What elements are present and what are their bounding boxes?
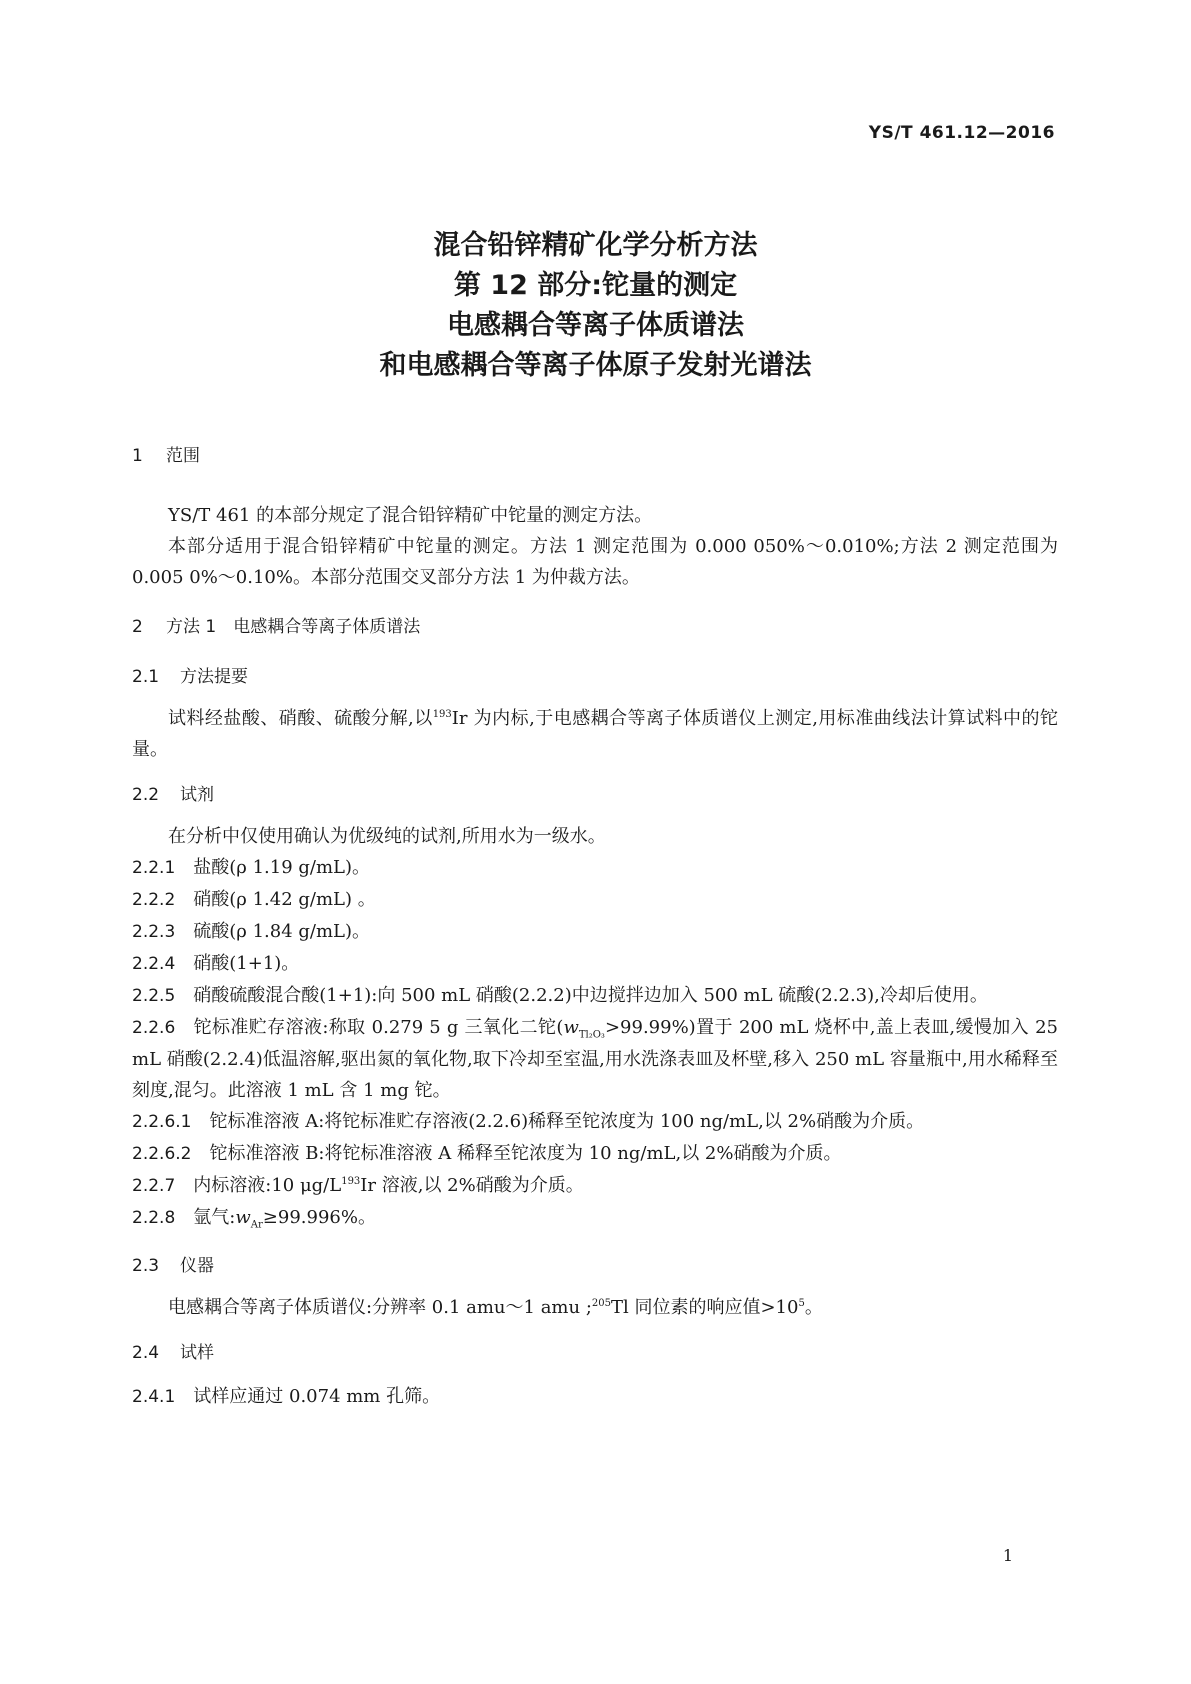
- item-number: 2.2.4: [132, 954, 176, 974]
- section-number: 2.1: [132, 667, 160, 687]
- item-text-a: 铊标准贮存溶液:称取 0.279 5 g 三氧化二铊(: [193, 1017, 564, 1038]
- item-number: 2.2.5: [132, 986, 176, 1006]
- section-number: 1: [132, 446, 143, 466]
- section-title: 方法 1 电感耦合等离子体质谱法: [166, 617, 421, 637]
- section-1-heading: [132, 442, 1058, 470]
- item-text: 硝酸(1+1)。: [193, 953, 300, 974]
- instrument-paragraph: [132, 1292, 1058, 1323]
- section-number: 2.2: [132, 785, 160, 805]
- mass-fraction-symbol: w: [235, 1207, 251, 1228]
- item-number: 2.2.6.1: [132, 1112, 192, 1132]
- isotope-superscript: 205: [591, 1298, 611, 1309]
- reagent-2-2-8: [132, 1202, 1058, 1234]
- title-line-3: 电感耦合等离子体质谱法: [447, 310, 744, 341]
- section-2-1-heading: [132, 663, 1058, 691]
- item-text-a: 氩气:: [193, 1207, 236, 1228]
- item-text-a: 内标溶液:10 μg/L: [193, 1175, 342, 1196]
- item-text-b: Ir 溶液,以 2%硝酸为介质。: [360, 1175, 584, 1196]
- scope-paragraph-1: YS/T 461 的本部分规定了混合铅锌精矿中铊量的测定方法。: [168, 505, 653, 526]
- item-number: 2.2.7: [132, 1176, 176, 1196]
- reagent-2-2-5: [132, 980, 1058, 1012]
- instrument-text-c: 。: [804, 1297, 823, 1318]
- title-line-1: 混合铅锌精矿化学分析方法: [433, 230, 758, 261]
- item-text-b: >99.99%)置于 200 mL 烧杯中,盖上表皿,缓慢加入 25 mL 硝酸(2.2.4)低温溶解,驱出氮的氧化物,取下冷却至室温,用水洗涤表皿及杯壁,移入 250 mL 容量瓶中,用水稀释至刻度,混匀。此溶液 1 mL 含 1 mg 铊。: [132, 1017, 1058, 1101]
- instrument-text-a: 电感耦合等离子体质谱仪:分辨率 0.1 amu～1 amu ;: [168, 1297, 592, 1318]
- document-title: [0, 226, 1191, 386]
- mass-fraction-subscript: Tl₂O₃: [578, 1029, 605, 1041]
- item-text: 硫酸(ρ 1.84 g/mL)。: [193, 921, 371, 942]
- section-2-2-heading: [132, 781, 1058, 809]
- item-text: 硝酸(ρ 1.42 g/mL) 。: [193, 889, 376, 910]
- section-title: 方法提要: [180, 667, 248, 687]
- standard-code: YS/T 461.12—2016: [868, 123, 1055, 143]
- mass-fraction-symbol: w: [563, 1017, 579, 1038]
- section-title: 试剂: [180, 785, 214, 805]
- principle-text-a: 试料经盐酸、硝酸、硫酸分解,以: [168, 708, 433, 729]
- item-text: 盐酸(ρ 1.19 g/mL)。: [193, 857, 371, 878]
- reagent-2-2-3: [132, 916, 1058, 948]
- section-number: 2.3: [132, 1256, 160, 1276]
- reagent-2-2-6: [132, 1012, 1058, 1106]
- section-number: 2: [132, 617, 143, 637]
- item-text: 试样应通过 0.074 mm 孔筛。: [193, 1386, 441, 1407]
- mass-fraction-subscript: Ar: [250, 1219, 263, 1231]
- section-title: 试样: [180, 1343, 214, 1363]
- item-number: 2.4.1: [132, 1387, 176, 1407]
- scope-paragraph-2: 本部分适用于混合铅锌精矿中铊量的测定。方法 1 测定范围为 0.000 050%～0.010%;方法 2 测定范围为 0.005 0%～0.10%。本部分范围交叉部分方法 1 为仲裁方法。: [132, 536, 1058, 588]
- item-number: 2.2.1: [132, 858, 176, 878]
- section-title: 仪器: [180, 1256, 214, 1276]
- item-text: 铊标准溶液 A:将铊标准贮存溶液(2.2.6)稀释至铊浓度为 100 ng/mL,以 2%硝酸为介质。: [209, 1111, 925, 1132]
- reagents-intro: 在分析中仅使用确认为优级纯的试剂,所用水为一级水。: [168, 826, 606, 847]
- section-2-3-heading: [132, 1252, 1058, 1280]
- isotope-superscript: 193: [432, 709, 452, 720]
- principle-text-b: Ir 为内标,于电感耦合等离子体质谱仪上测定,用标准曲线法计算试料中的铊量。: [132, 708, 1058, 760]
- section-number: 2.4: [132, 1343, 160, 1363]
- item-number: 2.2.2: [132, 890, 176, 910]
- section-title: 范围: [166, 446, 200, 466]
- title-line-2: 第 12 部分:铊量的测定: [453, 270, 738, 301]
- item-text: 硝酸硫酸混合酸(1+1):向 500 mL 硝酸(2.2.2)中边搅拌边加入 500 mL 硫酸(2.2.3),冷却后使用。: [193, 985, 988, 1006]
- reagent-2-2-7: [132, 1170, 1058, 1202]
- item-number: 2.2.8: [132, 1208, 176, 1228]
- section-2-heading: [132, 613, 1058, 641]
- sample-2-4-1: [132, 1381, 1058, 1413]
- item-number: 2.2.6: [132, 1018, 176, 1038]
- title-line-4: 和电感耦合等离子体原子发射光谱法: [379, 350, 812, 381]
- page-number: 1: [1002, 1546, 1013, 1565]
- reagent-2-2-4: [132, 948, 1058, 980]
- item-text: 铊标准溶液 B:将铊标准溶液 A 稀释至铊浓度为 10 ng/mL,以 2%硝酸为介质。: [209, 1143, 842, 1164]
- instrument-text-b: Tl 同位素的响应值>10: [610, 1297, 799, 1318]
- isotope-superscript: 193: [341, 1176, 361, 1187]
- reagent-2-2-6-2: [132, 1138, 1058, 1170]
- reagent-2-2-6-1: [132, 1106, 1058, 1138]
- reagent-2-2-1: [132, 852, 1058, 884]
- section-2-4-heading: [132, 1339, 1058, 1367]
- item-number: 2.2.3: [132, 922, 176, 942]
- reagent-2-2-2: [132, 884, 1058, 916]
- principle-paragraph: [132, 703, 1058, 765]
- exponent-superscript: 5: [798, 1298, 805, 1309]
- item-number: 2.2.6.2: [132, 1144, 192, 1164]
- document-body: [132, 446, 1058, 1413]
- item-text-b: ≥99.996%。: [262, 1207, 376, 1228]
